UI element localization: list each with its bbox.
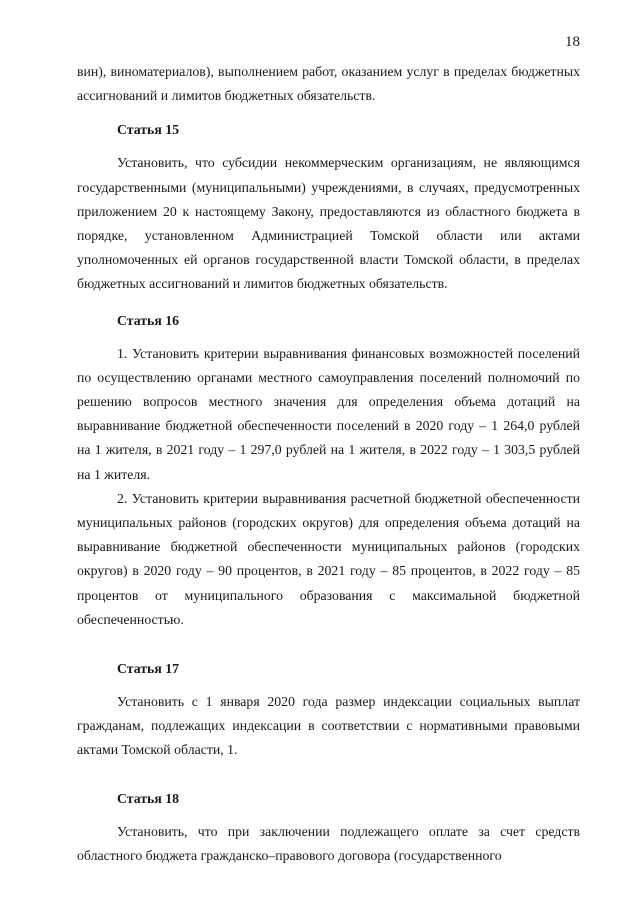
- page-number: 18: [565, 34, 580, 50]
- article-16-item-2: 2. Установить критерии выравнивания расчетной бюджетной обеспеченности муниципальных районов (городских округов) для определения объема дотаций на выравнивание бюджетной обеспеченности муниципальных районов (городских округов) в 2020 году – 90 процентов, в 2021 году – 85 процентов, в 2022 году – 85 процентов от муниципального образования с максимальной бюджетной обеспеченностью.: [77, 490, 580, 627]
- article-15-heading: Статья 15: [117, 122, 180, 138]
- paragraph-continuation: вин), виноматериалов), выполнением работ, оказанием услуг в пределах бюджетных ассигнований и лимитов бюджетных обязательств.: [77, 64, 580, 104]
- article-17-text: Установить с 1 января 2020 года размер индексации социальных выплат гражданам, подлежащих индексации в соответствии с нормативными правовыми актами Томской области, 1.: [77, 694, 580, 758]
- document-body: [77, 60, 580, 868]
- article-18-text: Установить, что при заключении подлежащего оплате за счет средств областного бюджета гражданско–правового договора (государственного: [77, 823, 580, 863]
- article-16-heading: Статья 16: [117, 312, 180, 328]
- article-18-heading: Статья 18: [117, 790, 180, 806]
- article-17-heading: Статья 17: [117, 661, 180, 677]
- article-16-item-1: 1. Установить критерии выравнивания финансовых возможностей поселений по осуществлению органами местного самоуправления поселений полномочий по решению вопросов местного значения для определения объема дотаций на выравнивание бюджетной обеспеченности поселений в 2020 году – 1 264,0 рублей на 1 жителя, в 2021 году – 1 297,0 рублей на 1 жителя, в 2022 году – 1 303,5 рублей на 1 жителя.: [77, 345, 580, 482]
- article-15-text: Установить, что субсидии некоммерческим организациям, не являющимся государственными (муниципальными) учреждениями, в случаях, предусмотренных приложением 20 к настоящему Закону, предоставляются из областного бюджета в порядке, установленном Администрацией Томской области или актами уполномоченных ей органов государственной власти Томской области, в пределах бюджетных ассигнований и лимитов бюджетных обязательств.: [77, 155, 580, 292]
